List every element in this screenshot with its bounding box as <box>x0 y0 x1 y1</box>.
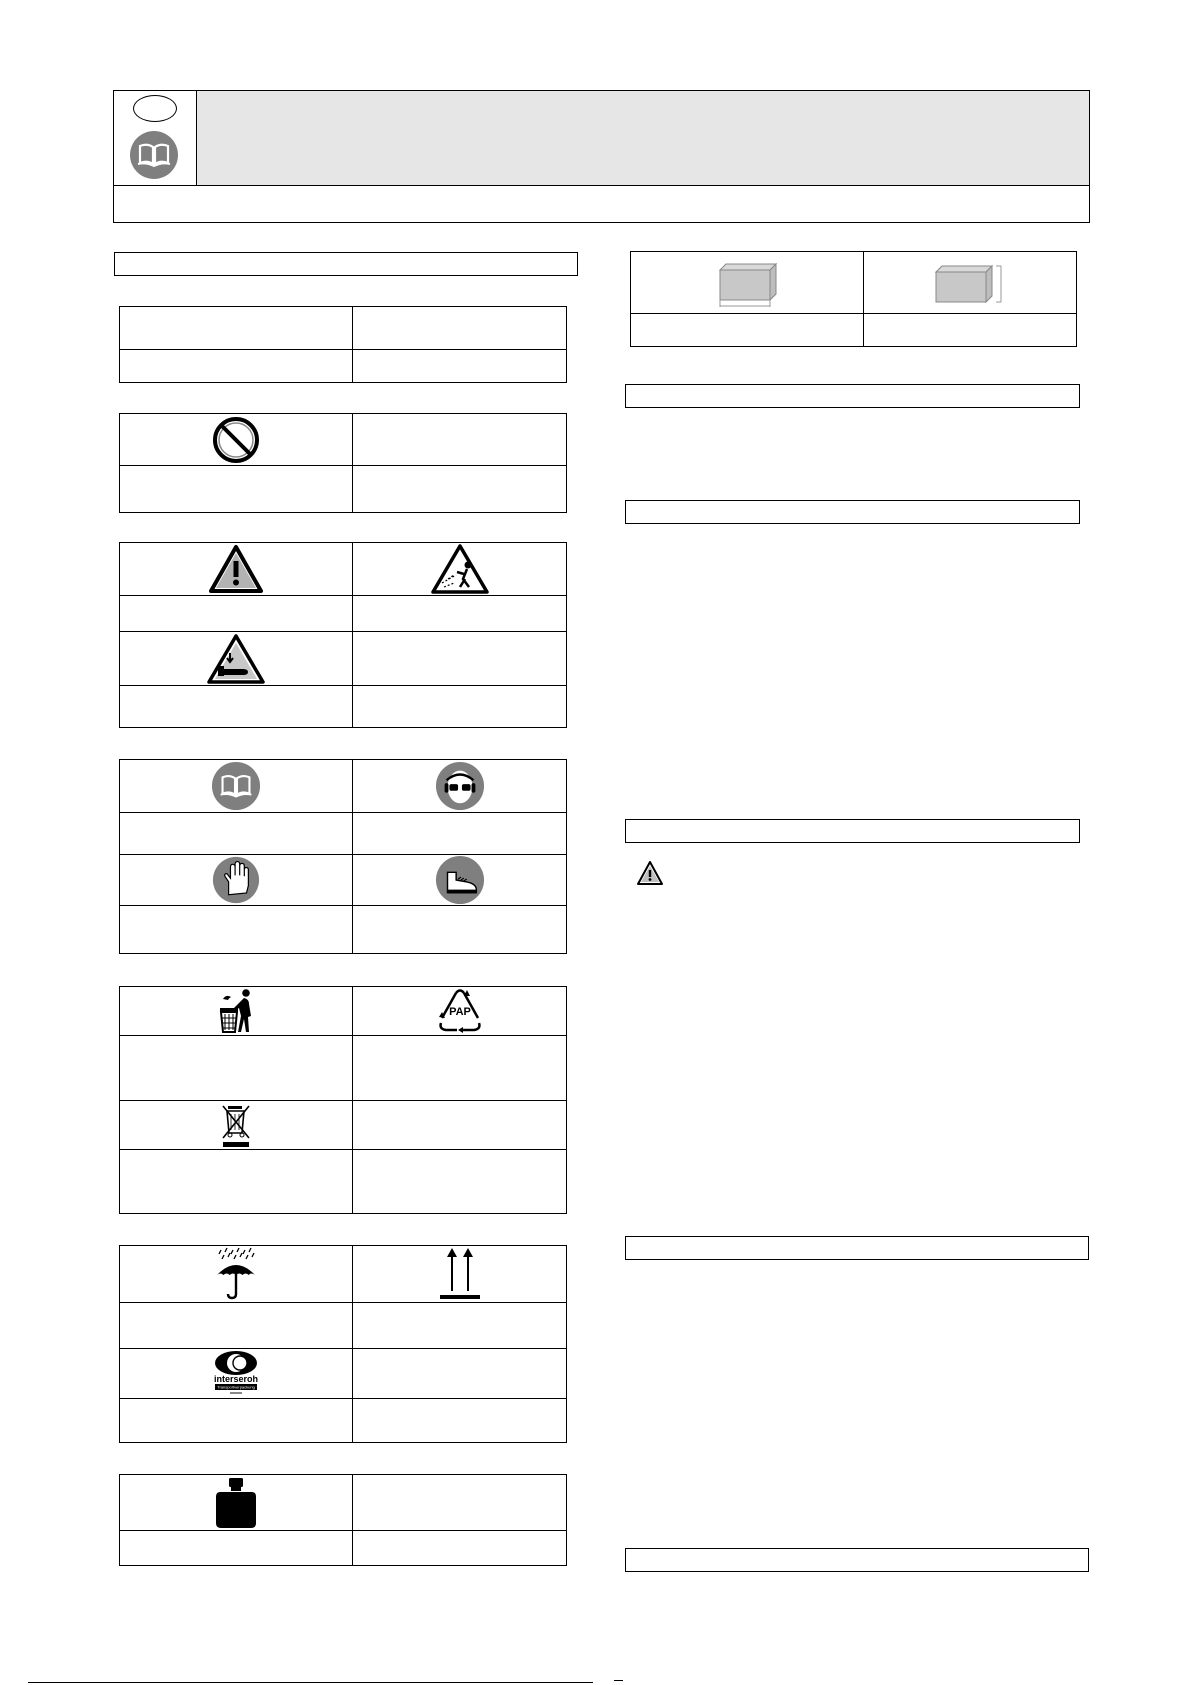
table-cell <box>120 1349 353 1399</box>
table-cell <box>120 1475 353 1531</box>
table-cell <box>120 596 353 632</box>
table-cell <box>120 1101 353 1150</box>
dispose-litter-icon <box>216 988 256 1034</box>
table-cell <box>353 813 567 855</box>
table-cell <box>864 252 1077 314</box>
footer-rule <box>28 1682 593 1683</box>
right-section-heading-2 <box>625 500 1080 524</box>
table-cell <box>120 466 353 513</box>
symbol-table-6 <box>119 1245 567 1443</box>
table-cell <box>353 1246 567 1303</box>
table-cell <box>120 855 353 906</box>
general-warning-icon <box>208 544 264 594</box>
table-cell <box>353 1150 567 1214</box>
table-cell <box>120 987 353 1036</box>
read-manual-icon <box>211 761 261 811</box>
table-cell <box>864 314 1077 347</box>
right-section-heading-1 <box>625 384 1080 408</box>
interseroh-logo-icon <box>213 1350 259 1398</box>
eye-ear-protection-icon <box>435 761 485 811</box>
table-cell <box>120 760 353 813</box>
footer-mark <box>614 1680 623 1681</box>
table-cell <box>120 1150 353 1214</box>
this-way-up-icon <box>437 1246 483 1302</box>
symbol-table-3 <box>119 542 567 728</box>
table-cell <box>353 596 567 632</box>
table-cell <box>353 1303 567 1349</box>
table-cell <box>353 987 567 1036</box>
symbol-table-4 <box>119 759 567 954</box>
header-title-area <box>197 91 1089 186</box>
pap-recycling-icon <box>434 987 486 1035</box>
header-subtitle-area <box>113 186 1090 223</box>
table-cell <box>120 1303 353 1349</box>
left-section-heading <box>114 252 578 276</box>
right-section-heading-3 <box>625 819 1080 843</box>
table-cell <box>353 632 567 686</box>
table-cell <box>120 813 353 855</box>
table-cell <box>353 414 567 466</box>
table-cell <box>353 1349 567 1399</box>
table-cell <box>353 466 567 513</box>
table-cell <box>120 350 353 383</box>
weight-icon <box>214 1476 258 1530</box>
table-cell <box>353 543 567 596</box>
symbol-table-7 <box>119 1474 567 1566</box>
table-cell <box>353 350 567 383</box>
dimension-table <box>630 251 1077 347</box>
table-cell <box>120 414 353 466</box>
table-cell <box>120 1399 353 1443</box>
table-cell <box>631 314 864 347</box>
table-cell <box>353 1101 567 1150</box>
small-warning-icon <box>636 860 664 886</box>
flying-particles-warning-icon <box>430 543 490 595</box>
table-cell <box>120 307 353 350</box>
table-cell <box>353 1475 567 1531</box>
table-cell <box>353 1036 567 1101</box>
table-cell <box>120 632 353 686</box>
symbol-table-5 <box>119 986 567 1214</box>
keep-dry-umbrella-icon <box>213 1247 259 1301</box>
box-height-dimension-icon <box>932 260 1008 306</box>
table-cell <box>353 1531 567 1566</box>
table-cell <box>120 1531 353 1566</box>
hand-crush-warning-icon <box>206 633 266 685</box>
table-cell <box>631 252 864 314</box>
right-section-heading-4 <box>625 1236 1089 1260</box>
table-cell <box>120 1246 353 1303</box>
table-cell <box>353 1399 567 1443</box>
oval-blank-icon <box>133 95 177 122</box>
prohibition-sign-icon <box>210 416 262 464</box>
read-manual-icon <box>128 131 180 179</box>
table-cell <box>353 307 567 350</box>
interseroh-logo-text: interseroh <box>213 1373 259 1384</box>
table-cell <box>353 906 567 954</box>
protective-gloves-icon <box>212 856 260 904</box>
right-section-heading-5 <box>625 1548 1089 1572</box>
symbol-table-2 <box>119 413 567 513</box>
interseroh-logo-subtext: Transportverpackung <box>217 1384 255 1389</box>
svg-text:PAP: PAP <box>448 1006 471 1018</box>
table-cell <box>353 686 567 728</box>
box-width-dimension-icon <box>716 258 778 308</box>
table-cell <box>353 760 567 813</box>
table-cell <box>120 543 353 596</box>
table-cell <box>120 906 353 954</box>
table-cell <box>353 855 567 906</box>
weee-crossed-bin-icon <box>219 1102 253 1148</box>
symbol-table-1 <box>119 306 567 383</box>
table-cell <box>120 1036 353 1101</box>
safety-shoes-icon <box>435 855 485 905</box>
table-cell <box>120 686 353 728</box>
